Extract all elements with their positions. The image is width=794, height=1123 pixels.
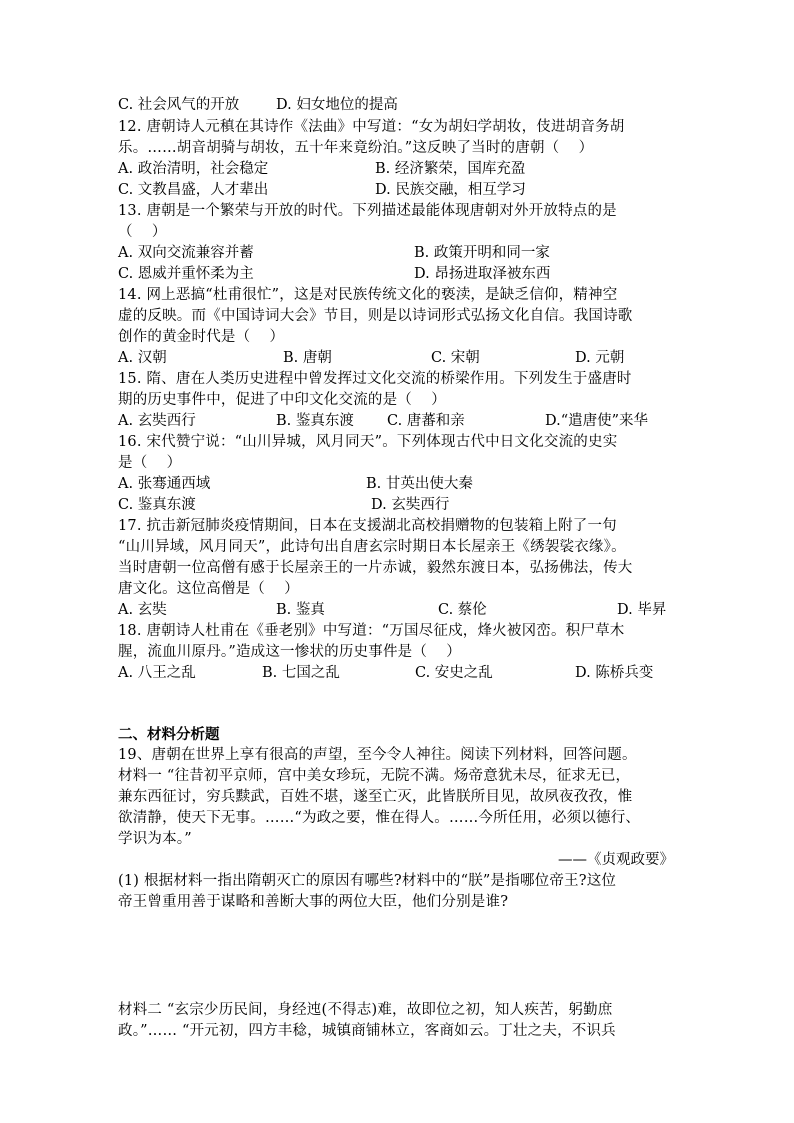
question-14-line-3: 创作的黄金时代是（ ） — [118, 329, 285, 345]
question-16-line-2: 是（ ） — [118, 455, 182, 471]
material-1-source: ——《贞观政要》 — [558, 852, 674, 868]
q16-option-b: B. 甘英出使大秦 — [366, 476, 473, 492]
question-17-line-1: 17. 抗击新冠肺炎疫情期间，日本在支援湖北高校捐赠物的包装箱上附了一句 — [118, 518, 617, 534]
material-1-line-2: 兼东西征讨，穷兵黩武，百姓不堪，遂至亡灭，此皆朕所目见，故夙夜孜孜，惟 — [118, 789, 633, 805]
q12-option-b: B. 经济繁荣，国库充盈 — [375, 161, 526, 177]
q17-option-a: A. 玄奘 — [118, 602, 167, 618]
question-17-line-4: 唐文化。这位高僧是（ ） — [118, 581, 299, 597]
q14-option-d: D. 元朝 — [575, 350, 625, 366]
q15-option-a: A. 玄奘西行 — [118, 413, 196, 429]
q17-option-b: B. 鉴真 — [276, 602, 325, 618]
q13-option-c: C. 恩威并重怀柔为主 — [118, 266, 254, 282]
option-c: C. 社会风气的开放 — [118, 97, 240, 113]
material-1-line-3: 欲清静，使天下无事。……“为政之要，惟在得人。……今所任用，必须以德行、 — [118, 810, 641, 826]
question-13-line-2: （ ） — [118, 224, 167, 240]
q14-option-b: B. 唐朝 — [283, 350, 332, 366]
material-1-line-4: 学识为本。” — [118, 831, 192, 847]
q18-option-a: A. 八王之乱 — [118, 665, 196, 681]
option-d: D. 妇女地位的提高 — [276, 97, 398, 113]
sub-question-1-line-1: (1) 根据材料一指出隋朝灭亡的原因有哪些?材料中的“朕”是指哪位帝王?这位 — [118, 873, 617, 889]
q16-option-c: C. 鉴真东渡 — [118, 497, 196, 513]
question-18-line-1: 18. 唐朝诗人杜甫在《垂老别》中写道：“万国尽征戍，烽火被冈峦。积尸草木 — [118, 623, 625, 639]
q17-option-d: D. 毕昇 — [617, 602, 667, 618]
q13-option-b: B. 政策开明和同一家 — [414, 245, 550, 261]
q18-option-d: D. 陈桥兵变 — [575, 665, 654, 681]
material-2-line-1: 材料二 “玄宗少历民间，身经迍(不得志)难，故即位之初，知人疾苦，躬勤庶 — [118, 1002, 613, 1018]
q18-option-b: B. 七国之乱 — [262, 665, 340, 681]
q12-option-a: A. 政治清明，社会稳定 — [118, 161, 269, 177]
q13-option-d: D. 昂扬进取泽被东西 — [414, 266, 551, 282]
q15-option-b: B. 鉴真东渡 — [276, 413, 354, 429]
question-19-stem: 19、唐朝在世界上享有很高的声望，至今令人神往。阅读下列材料，回答问题。 — [118, 747, 637, 763]
q17-option-c: C. 蔡伦 — [438, 602, 487, 618]
question-15-line-1: 15. 隋、唐在人类历史进程中曾发挥过文化交流的桥梁作用。下列发生于盛唐时 — [118, 371, 632, 387]
section-2-heading: 二、材料分析题 — [118, 726, 220, 743]
question-16-line-1: 16. 宋代赞宁说：“山川异城，风月同天”。下列体现古代中日文化交流的史实 — [118, 434, 618, 450]
q15-option-d: D.“遣唐使”来华 — [545, 413, 649, 429]
question-12-line-1: 12. 唐朝诗人元稹在其诗作《法曲》中写道：“女为胡妇学胡妆，伎进胡音务胡 — [118, 119, 625, 135]
material-1-line-1: 材料一 “往昔初平京师，宫中美女珍玩，无院不满。炀帝意犹未尽，征求无已， — [118, 768, 631, 784]
question-13-line-1: 13. 唐朝是一个繁荣与开放的时代。下列描述最能体现唐朝对外开放特点的是 — [118, 203, 617, 219]
question-12-line-2: 乐。……胡音胡骑与胡妆，五十年来竟纷泊。”这反映了当时的唐朝（ ） — [118, 140, 594, 156]
question-17-line-3: 当时唐朝一位高僧有感于长屋亲王的一片赤诚，毅然东渡日本，弘扬佛法，传大 — [118, 560, 633, 576]
q13-option-a: A. 双向交流兼容并蓄 — [118, 245, 254, 261]
question-15-line-2: 期的历史事件中，促进了中印文化交流的是（ ） — [118, 392, 446, 408]
q12-option-c: C. 文教昌盛，人才辈出 — [118, 182, 269, 198]
q12-option-d: D. 民族交融，相互学习 — [375, 182, 526, 198]
q16-option-a: A. 张骞通西域 — [118, 476, 211, 492]
sub-question-1-line-2: 帝王曾重用善于谋略和善断大事的两位大臣，他们分别是谁? — [118, 894, 509, 910]
q15-option-c: C. 唐蕃和亲 — [387, 413, 465, 429]
q18-option-c: C. 安史之乱 — [415, 665, 493, 681]
q14-option-c: C. 宋朝 — [431, 350, 480, 366]
question-14-line-2: 虚的反映。而《中国诗词大会》节目，则是以诗词形式弘扬文化自信。我国诗歌 — [118, 308, 633, 324]
material-2-line-2: 政。”…… “开元初，四方丰稔，城镇商铺林立，客商如云。丁壮之夫，不识兵 — [118, 1023, 616, 1039]
question-17-line-2: “山川异域，风月同天”，此诗句出自唐玄宗时期日本长屋亲王《绣袈裟衣缘》。 — [118, 539, 626, 555]
q16-option-d: D. 玄奘西行 — [371, 497, 450, 513]
q14-option-a: A. 汉朝 — [118, 350, 167, 366]
question-14-line-1: 14. 网上恶搞“杜甫很忙”，这是对民族传统文化的亵渎，是缺乏信仰，精神空 — [118, 287, 618, 303]
question-18-line-2: 腥，流血川原丹。”造成这一惨状的历史事件是（ ） — [118, 644, 461, 660]
